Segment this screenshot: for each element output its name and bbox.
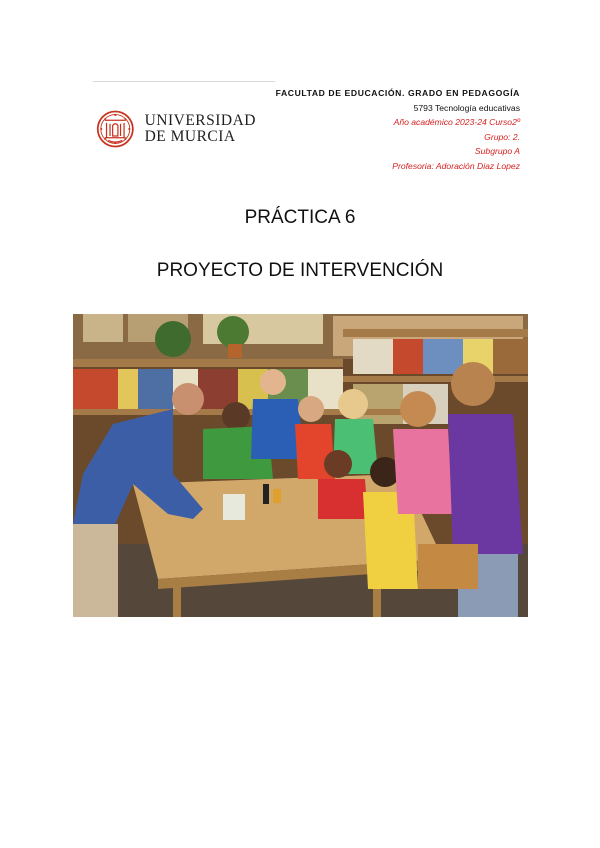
header-divider xyxy=(93,81,275,82)
course-line: 5793 Tecnología educativas xyxy=(413,102,520,113)
group-line: Grupo: 2. xyxy=(484,131,520,142)
university-logo xyxy=(96,104,256,154)
university-name-line1: UNIVERSIDAD xyxy=(144,112,256,129)
academic-year-line: Año académico 2023-24 Curso2º xyxy=(393,117,520,127)
university-name xyxy=(145,113,256,145)
university-seal-icon xyxy=(96,107,135,151)
practice-title: PRÁCTICA 6 xyxy=(244,207,356,228)
project-title: PROYECTO DE INTERVENCIÓN xyxy=(156,260,444,281)
course-info xyxy=(276,86,520,173)
classroom-photo xyxy=(73,314,528,617)
university-name-line2: DE MURCIA xyxy=(144,128,236,145)
subgroup-line: Subgrupo A xyxy=(474,146,520,156)
professor-line: Profesoria: Adoración Diaz Lopez xyxy=(392,160,520,171)
faculty-line: FACULTAD DE EDUCACIÓN. GRADO EN PEDAGOGÍA xyxy=(275,88,520,98)
